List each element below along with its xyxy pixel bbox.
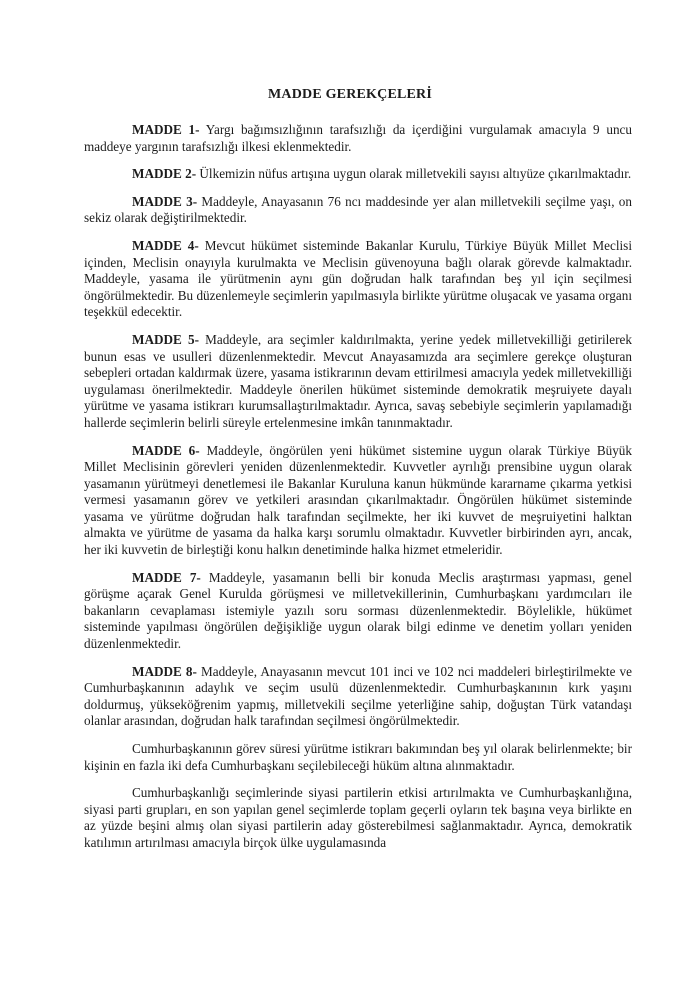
article-label: MADDE 6- xyxy=(132,442,200,458)
article-madde-5 xyxy=(84,332,632,432)
article-text: Maddeyle, Anayasanın 76 ncı maddesinde yer alan milletvekili seçilme yaşı, on sekiz olarak değiştirilmektedir. xyxy=(84,193,632,226)
article-madde-7 xyxy=(84,570,632,653)
document-body xyxy=(84,122,632,863)
article-text: Maddeyle, Anayasanın mevcut 101 inci ve 102 nci maddeleri birleştirilmekte ve Cumhurbaşkanının adaylık ve seçim usulü düzenlenmektedir. Cumhurbaşkanının kırk yaşını doldurmuş, yükseköğrenim yapmış, milletvekili seçilme yeterliğine sahip, doğuştan Türk vatandaşı olanlar arasından, doğrudan halk tarafından seçilmesi öngörülmektedir. xyxy=(84,663,632,729)
article-madde-2 xyxy=(84,166,632,183)
article-madde-1 xyxy=(84,122,632,155)
article-label: MADDE 1- xyxy=(132,122,200,137)
article-text: Maddeyle, öngörülen yeni hükümet sistemine uygun olarak Türkiye Büyük Millet Meclisinin görevleri yeniden düzenlenmektedir. Kuvvetler ayrılığı prensibine uygun olarak yasamanın yürütmeyi denetlemesi ile Bakanlar Kuruluna kanun hükmünde kararname çıkarma yetkisi vermesi yasamanın görev ve yetkileri arasından çıkarılmaktadır. Öngörülen hükümet sisteminde yasama ve yürütme doğrudan halk tarafından seçilmekte, her iki kuvvet de meşruiyetini halktan almakta ve yürütme de yasama da halka karşı sorumlu olmaktadır. Kuvvetler birbirinden ayrı, ancak, her iki kuvvetin de birleştiği konu halkın denetiminde halka hizmet etmeleridir. xyxy=(84,442,632,558)
article-text: Mevcut hükümet sisteminde Bakanlar Kurulu, Türkiye Büyük Millet Meclisi içinden, Meclisin onayıyla kurulmakta ve Meclisin güvenoyuna bağlı olarak görevde kalmaktadır. Maddeyle, yasama ile yürütmenin aynı gün doğrudan halk tarafından beş yıl için seçilmesi öngörülmektedir. Bu düzenlemeyle seçimlerin yapılmasıyla birlikte yürütme oluşacak ve yasama organı teşekkül edecektir. xyxy=(84,237,632,320)
article-madde-6 xyxy=(84,443,632,559)
paragraph: Cumhurbaşkanının görev süresi yürütme istikrarı bakımından beş yıl olarak belirlenmekte; bir kişinin en fazla iki defa Cumhurbaşkanı seçilebileceği hüküm altına alınmaktadır. xyxy=(84,741,632,773)
article-madde-4 xyxy=(84,238,632,321)
article-label: MADDE 4- xyxy=(132,237,199,253)
article-text: Maddeyle, yasamanın belli bir konuda Meclis araştırması yapması, genel görüşme açarak Genel Kurulda görüşmesi ve milletvekillerinin, Cumhurbaşkanı yardımcıları ile bakanların cevaplaması istemiyle yazılı soru sorması düzenlenmektedir. Böylelikle, hükümet sisteminde yapılması öngörülen değişikliğe uygun olarak bilgi edinme ve denetim yolları yeniden düzenlenmektedir. xyxy=(84,569,632,652)
article-madde-8 xyxy=(84,664,632,730)
article-text: Ülkemizin nüfus artışına uygun olarak milletvekili sayısı altıyüze çıkarılmaktadır. xyxy=(196,166,632,182)
article-madde-3 xyxy=(84,194,632,227)
article-label: MADDE 5- xyxy=(132,331,199,347)
article-label: MADDE 7- xyxy=(132,569,201,585)
page-title: MADDE GEREKÇELERİ xyxy=(267,87,433,102)
article-text: Yargı bağımsızlığının tarafsızlığı da içerdiğini vurgulamak amacıyla 9 uncu maddeye yargının tarafsızlığı ilkesi eklenmektedir. xyxy=(84,122,632,154)
article-text: Maddeyle, ara seçimler kaldırılmakta, yerine yedek milletvekilliği getirilerek bunun esas ve usulleri düzenlenmektedir. Mevcut Anayasamızda ara seçimlere gerekçe oluşturan sebepleri ortadan kaldırmak üzere, yasama istikrarının devam ettirilmesi amacıyla yedek milletvekilliği uygulaması önerilmektedir. Maddeyle önerilen hükümet sisteminde demokratik meşruiyete dayalı yürütme ve yasama istikrarı kurumsallaştırılmaktadır. Ayrıca, savaş sebebiyle seçimlerin yapılamadığı hallerde seçimlerin belirli süreyle ertelenmesine imkân tanınmaktadır. xyxy=(84,331,632,430)
article-label: MADDE 2- xyxy=(132,166,197,182)
paragraph: Cumhurbaşkanlığı seçimlerinde siyasi partilerin etkisi artırılmakta ve Cumhurbaşkanlığına, siyasi parti grupları, en son yapılan genel seçimlerde toplam geçerli oyların tek başına veya birlikte en az yüzde beşini almış olan siyasi partilerin aday gösterebilmesi sağlanmaktadır. Ayrıca, demokratik katılımın artırılması amacıyla birçok ülke uygulamasında xyxy=(84,785,632,850)
article-label: MADDE 8- xyxy=(132,663,197,679)
article-label: MADDE 3- xyxy=(132,193,198,209)
